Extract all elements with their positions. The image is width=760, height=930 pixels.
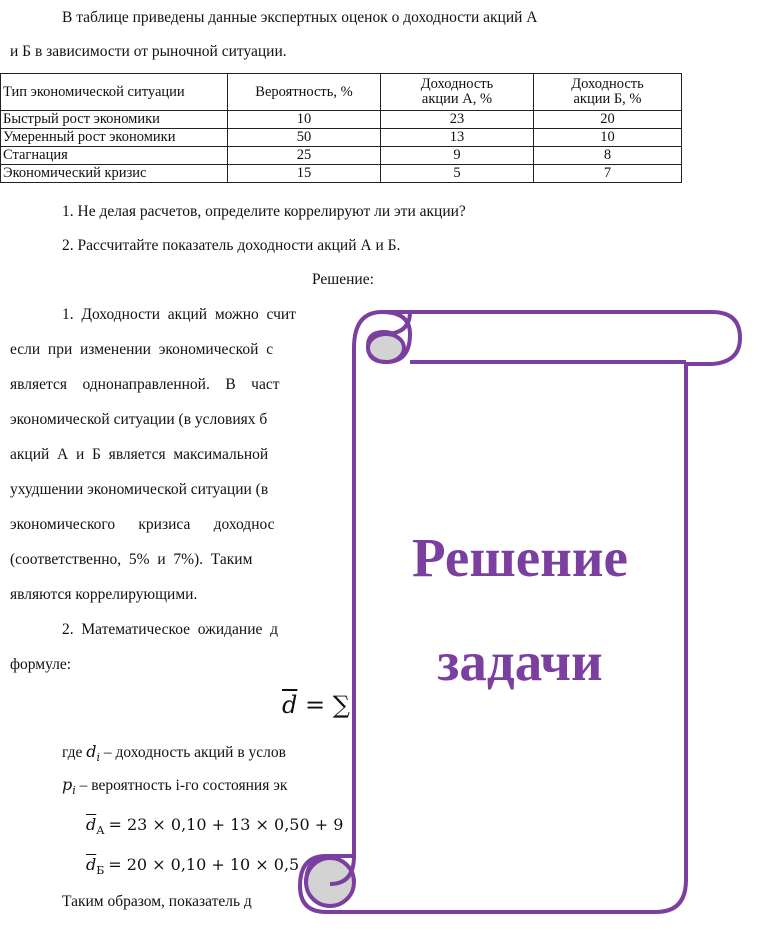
cell-situation: Быстрый рост экономики <box>1 111 228 129</box>
question-1: 1. Не делая расчетов, определите коррелируют ли эти акции? <box>62 203 466 220</box>
solution-p1-line-2: если при изменении экономической с <box>10 341 274 358</box>
cell-probability: 15 <box>228 165 381 183</box>
calc-a-expr: = 23 × 0,10 + 13 × 0,50 + 9 <box>108 815 344 834</box>
solution-heading: Решение: <box>312 271 374 288</box>
final-line: Таким образом, показатель д <box>62 893 252 910</box>
solution-p1-line-1: 1. Доходности акций можно счит <box>62 306 296 323</box>
cell-return-b: 8 <box>534 147 682 165</box>
solution-p1-line-6: ухудшении экономической ситуации (в <box>10 481 269 498</box>
cell-situation: Умеренный рост экономики <box>1 129 228 147</box>
calc-b-d: $\overline{d}$ <box>86 855 97 874</box>
scroll-title-line-2: задачи <box>437 631 603 692</box>
cell-return-a: 9 <box>381 147 534 165</box>
header-situation: Тип экономической ситуации <box>1 74 228 111</box>
formula-d-bar: $\overline{d}$ <box>282 691 298 719</box>
cell-probability: 50 <box>228 129 381 147</box>
where-text: – доходность акций в услов <box>103 744 286 761</box>
solution-p2-line-1: 2. Математическое ожидание д <box>62 621 279 638</box>
cell-probability: 25 <box>228 147 381 165</box>
cell-return-a: 23 <box>381 111 534 129</box>
header-return-b: Доходность акции Б, % <box>534 74 682 111</box>
intro-line-1: В таблице приведены данные экспертных оценок о доходности акций А <box>62 9 538 26</box>
cell-return-b: 10 <box>534 129 682 147</box>
calc-b-expr: = 20 × 0,10 + 10 × 0,5 <box>108 855 300 874</box>
where-line: где $d_i$ – доходность акций в услов <box>62 742 286 765</box>
var-p-sub: i <box>72 784 76 798</box>
solution-p1-line-5: акций А и Б является максимальной <box>10 446 269 463</box>
calc-b-sub: Б <box>96 864 105 878</box>
solution-p1-line-8: (соответственно, 5% и 7%). Таким <box>10 551 253 568</box>
cell-return-b: 7 <box>534 165 682 183</box>
solution-p1-line-9: являются коррелирующими. <box>10 586 198 603</box>
solution-p1-line-7: экономического кризиса доходнос <box>10 516 275 533</box>
cell-situation: Экономический кризис <box>1 165 228 183</box>
cell-situation: Стагнация <box>1 147 228 165</box>
cell-probability: 10 <box>228 111 381 129</box>
header-return-a: Доходность акции А, % <box>381 74 534 111</box>
solution-p2-line-2: формуле: <box>10 656 72 673</box>
var-d-sub: i <box>96 751 101 765</box>
scroll-title-line-1: Решение <box>412 527 628 588</box>
var-d: d <box>86 742 97 761</box>
formula-rest: = ∑ <box>297 691 350 719</box>
calc-a-d: $\overline{d}$ <box>86 815 97 834</box>
scroll-top-curl-fill <box>368 334 404 362</box>
cell-return-a: 5 <box>381 165 534 183</box>
cell-return-a: 13 <box>381 129 534 147</box>
scroll-body <box>300 312 740 912</box>
solution-p1-line-4: экономической ситуации (в условиях б <box>10 411 268 428</box>
solution-p1-line-3: является однонаправленной. В част <box>10 376 280 393</box>
prob-text: – вероятность i-го состояния эк <box>79 777 288 794</box>
intro-line-2: и Б в зависимости от рыночной ситуации. <box>10 43 287 60</box>
question-2: 2. Рассчитайте показатель доходности акций А и Б. <box>62 237 401 254</box>
header-probability: Вероятность, % <box>228 74 381 111</box>
cell-return-b: 20 <box>534 111 682 129</box>
calc-a-sub: А <box>96 824 105 838</box>
var-p: p <box>62 775 73 794</box>
